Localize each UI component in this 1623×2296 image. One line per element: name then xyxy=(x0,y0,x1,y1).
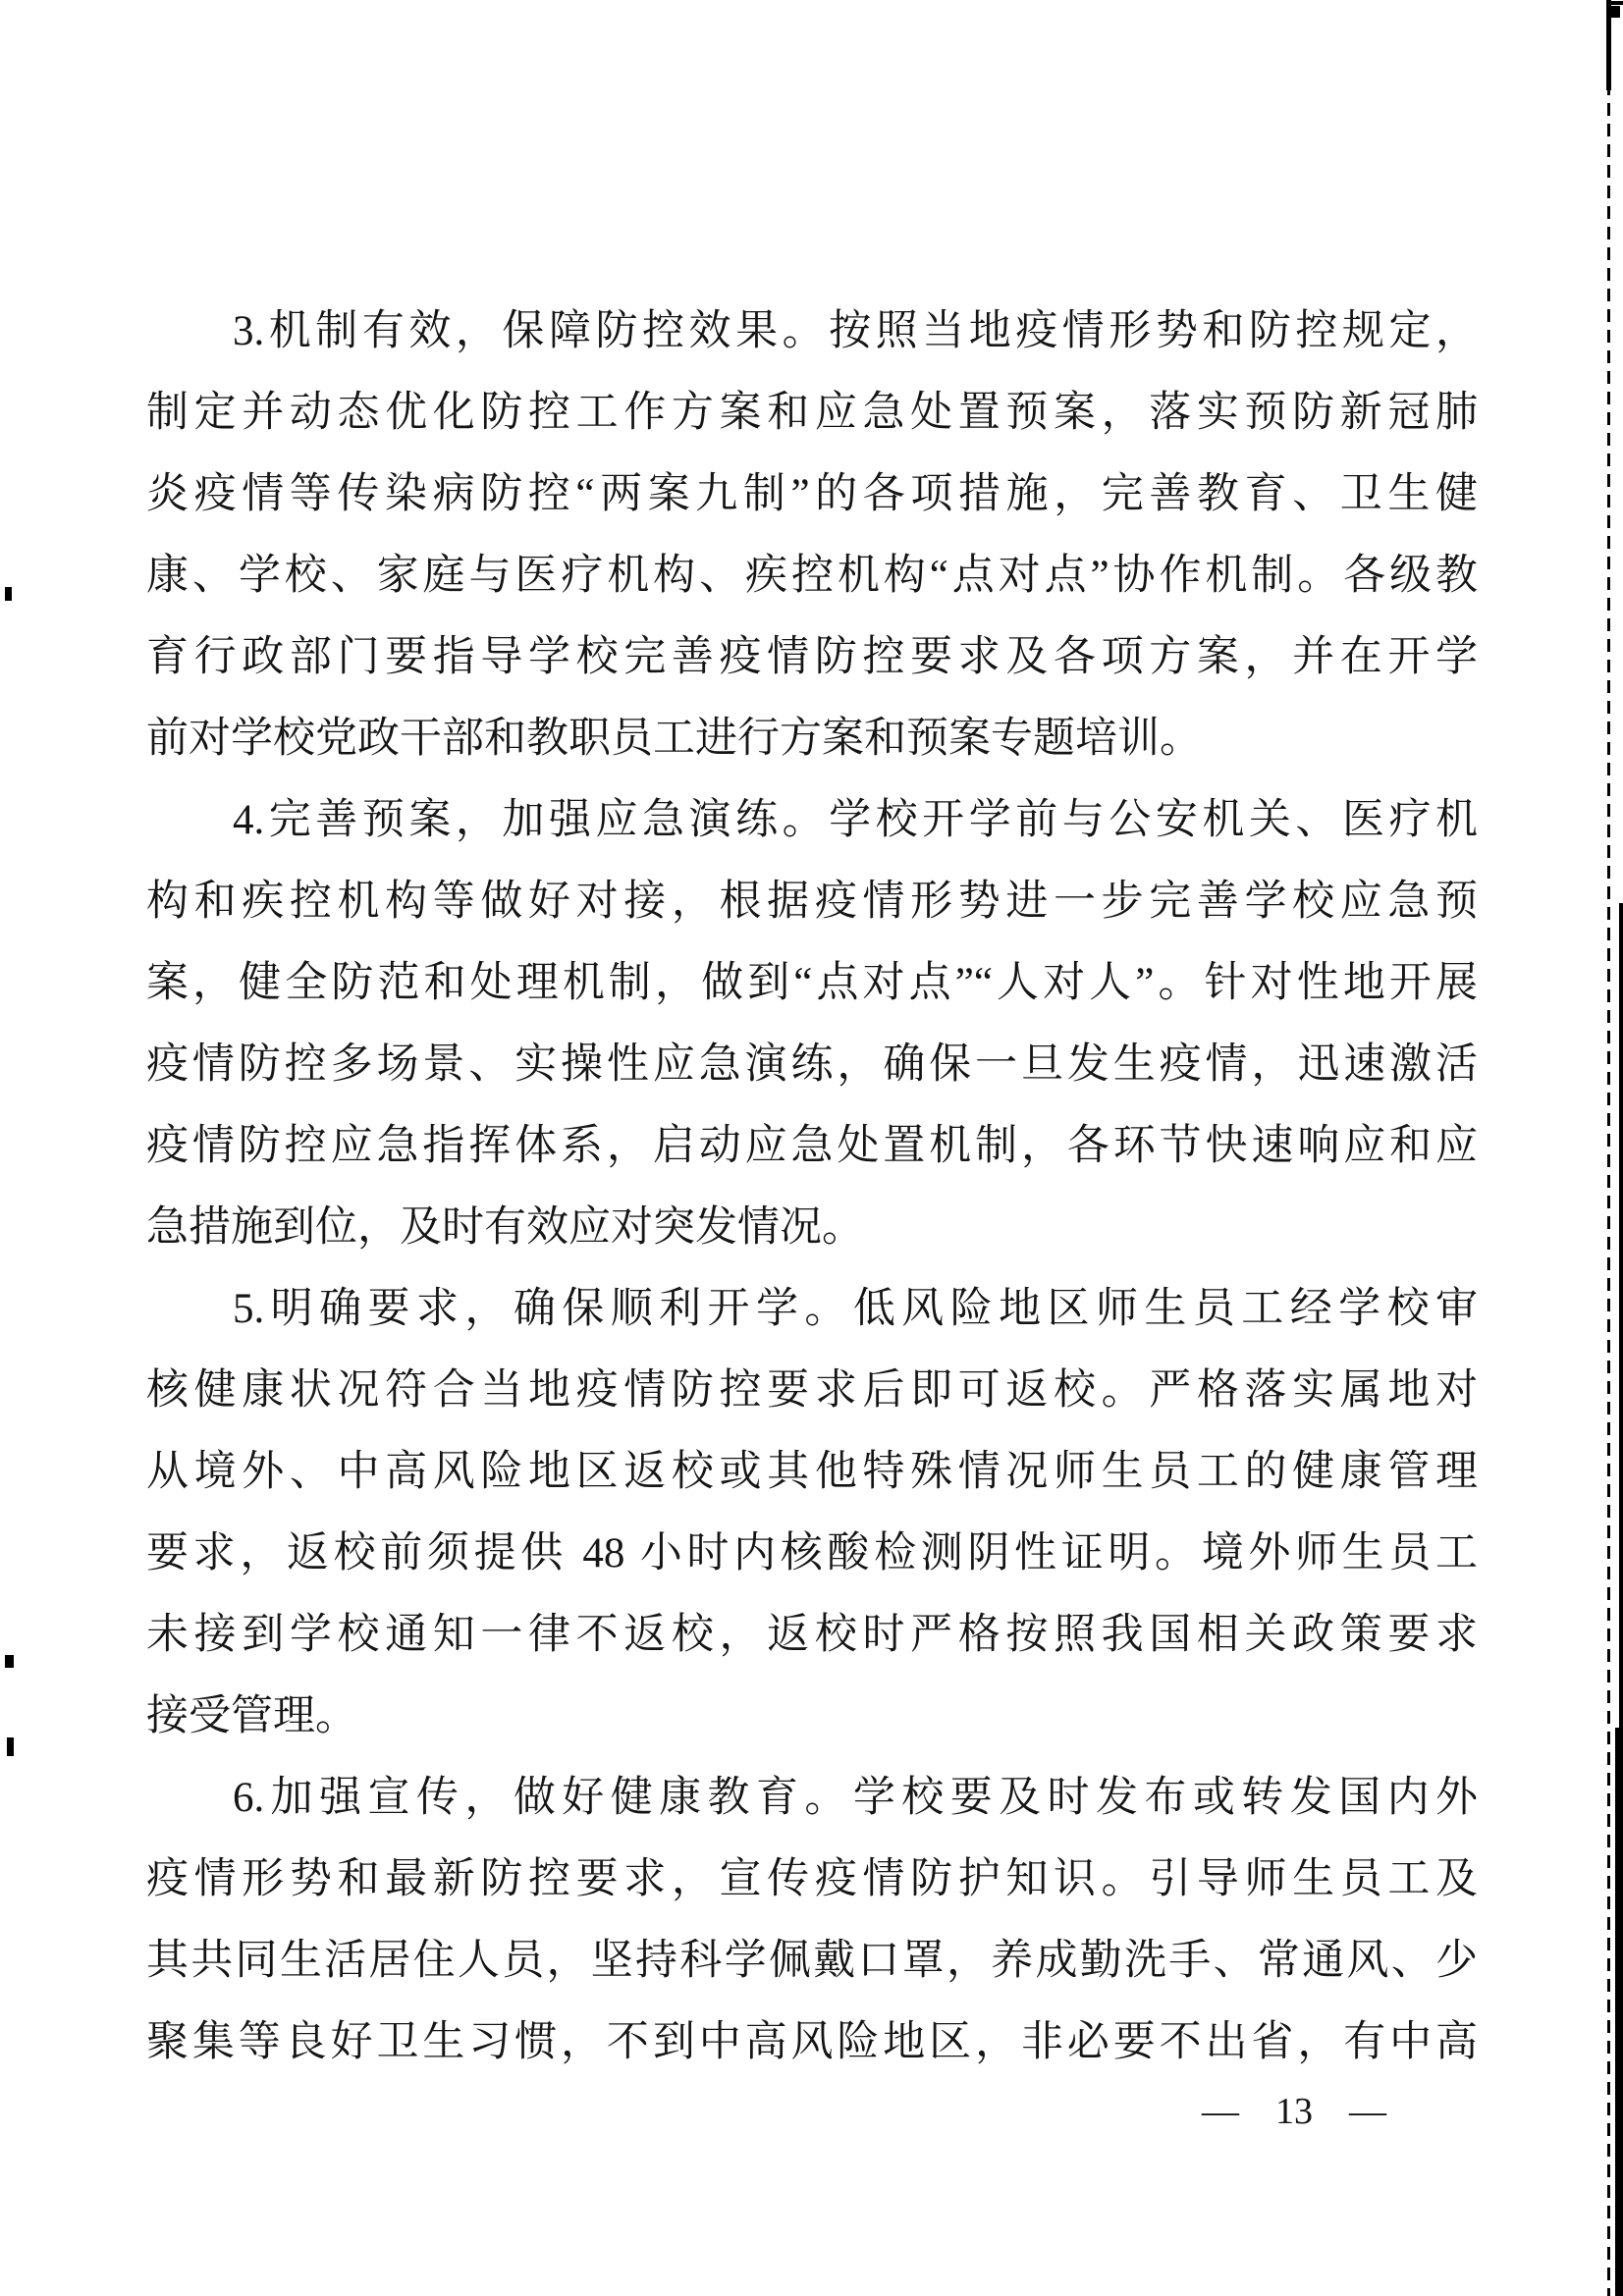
scan-artifact-speck xyxy=(7,1737,14,1756)
text-line: 从境外、中高风险地区返校或其他特殊情况师生员工的健康管理 xyxy=(146,1449,1478,1495)
text-line: 康、学校、家庭与医疗机构、疾控机构“点对点”协作机制。各级教 xyxy=(146,553,1478,599)
text-line: 制定并动态优化防控工作方案和应急处置预案，落实预防新冠肺 xyxy=(146,390,1478,436)
text-line: 炎疫情等传染病防控“两案九制”的各项措施，完善教育、卫生健 xyxy=(146,471,1478,517)
text-line: 核健康状况符合当地疫情防控要求后即可返校。严格落实属地对 xyxy=(146,1367,1478,1414)
document-text-block xyxy=(146,291,1478,2083)
text-line: 3.机制有效，保障防控效果。按照当地疫情形势和防控规定， xyxy=(233,308,1478,354)
scan-artifact-corner-blob xyxy=(1611,6,1620,18)
scan-artifact-speck xyxy=(5,587,12,601)
text-line: 未接到学校通知一律不返校，返校时严格按照我国相关政策要求 xyxy=(146,1612,1478,1658)
scan-artifact-edge-bar xyxy=(1619,903,1623,1733)
text-line: 构和疾控机构等做好对接，根据疫情形势进一步完善学校应急预 xyxy=(146,879,1478,925)
text-line: 疫情防控应急指挥体系，启动应急处置机制，各环节快速响应和应 xyxy=(146,1123,1478,1169)
scan-artifact-dashed-line xyxy=(1607,0,1610,2296)
footer-dash-right: — xyxy=(1349,2091,1386,2132)
text-line: 5.明确要求，确保顺利开学。低风险地区师生员工经学校审 xyxy=(233,1286,1478,1332)
text-line: 前对学校党政干部和教职员工进行方案和预案专题培训。 xyxy=(146,716,1202,762)
text-line: 接受管理。 xyxy=(146,1693,357,1739)
text-line: 育行政部门要指导学校完善疫情防控要求及各项方案，并在开学 xyxy=(146,634,1478,680)
text-line: 6.加强宣传，做好健康教育。学校要及时发布或转发国内外 xyxy=(233,1775,1478,1821)
text-line: 其共同生活居住人员，坚持科学佩戴口罩，养成勤洗手、常通风、少 xyxy=(146,1938,1478,1984)
page-number: 13 xyxy=(1275,2091,1313,2132)
text-line: 聚集等良好卫生习惯，不到中高风险地区，非必要不出省，有中高 xyxy=(146,2019,1478,2065)
text-line: 要求，返校前须提供 48 小时内核酸检测阴性证明。境外师生员工 xyxy=(146,1530,1478,1576)
page-footer xyxy=(1202,2087,1386,2136)
text-line: 疫情防控多场景、实操性应急演练，确保一旦发生疫情，迅速激活 xyxy=(146,1041,1478,1088)
scan-artifact-speck xyxy=(5,1655,14,1668)
scan-artifact-corner-stub xyxy=(1607,1,1623,5)
scan-artifact-edge-bar-thick xyxy=(1615,1728,1623,2296)
text-line: 案，健全防范和处理机制，做到“点对点”“人对人”。针对性地开展 xyxy=(146,960,1478,1006)
text-line: 疫情形势和最新防控要求，宣传疫情防护知识。引导师生员工及 xyxy=(146,1856,1478,1902)
text-line: 急措施到位，及时有效应对突发情况。 xyxy=(146,1204,864,1251)
text-line: 4.完善预案，加强应急演练。学校开学前与公安机关、医疗机 xyxy=(233,797,1478,843)
footer-dash-left: — xyxy=(1202,2091,1239,2132)
